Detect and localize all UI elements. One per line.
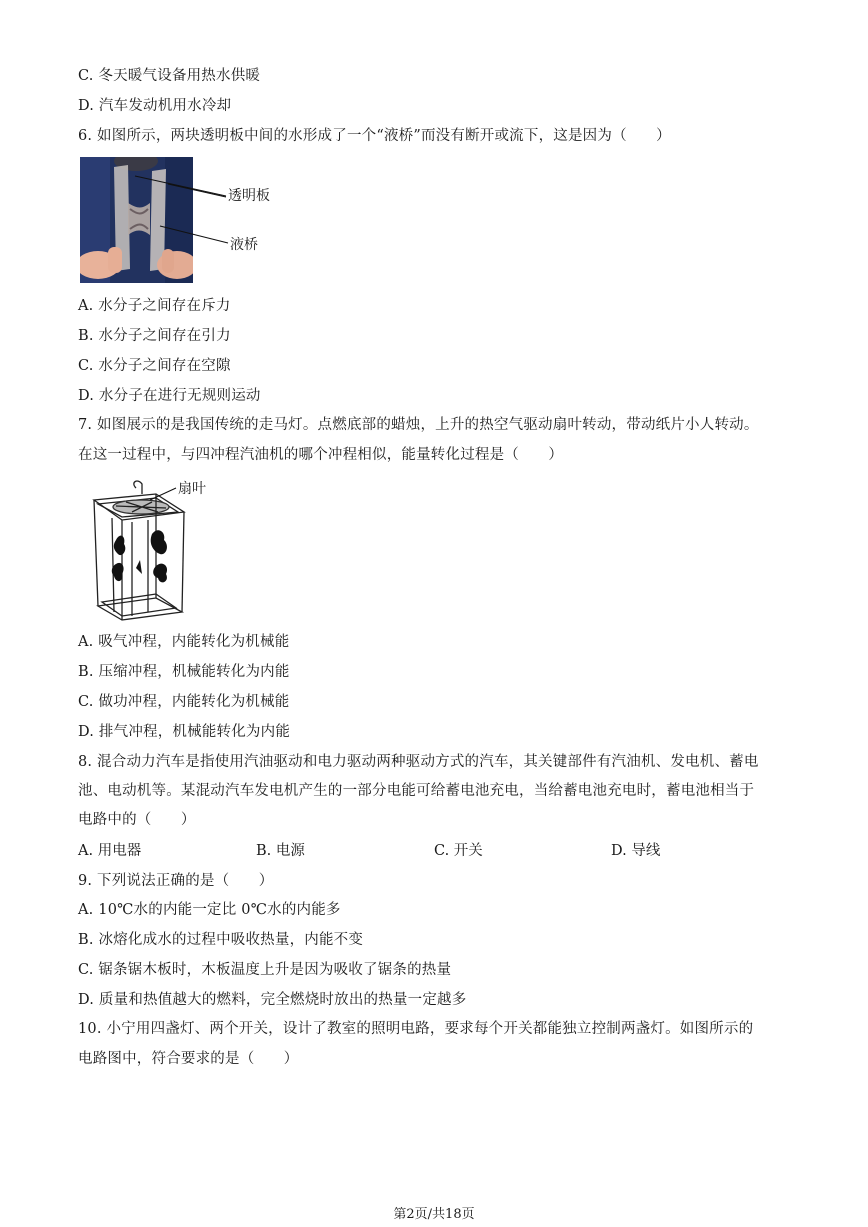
label-transparent-plate: 透明板	[228, 188, 270, 204]
page-number-footer: 第2页/共18页	[393, 1207, 475, 1222]
q8-stem-line2: 池、电动机等。某混动汽车发电机产生的一部分电能可给蓄电池充电，当给蓄电池充电时，蓄电池相当于	[78, 783, 755, 799]
q7-option-b: B. 压缩冲程，机械能转化为内能	[78, 664, 290, 680]
q8-stem-line3: 电路中的（ ）	[78, 812, 196, 828]
q6-option-d: D. 水分子在进行无规则运动	[78, 388, 261, 404]
q7-callout-line	[0, 470, 260, 510]
q10-stem-line1: 10. 小宁用四盏灯、两个开关，设计了教室的照明电路，要求每个开关都能独立控制两盏灯。如图所示的	[78, 1021, 754, 1037]
q9-option-b: B. 冰熔化成水的过程中吸收热量，内能不变	[78, 932, 364, 948]
q5-option-d: D. 汽车发动机用水冷却	[78, 98, 232, 114]
q9-stem: 9. 下列说法正确的是（ ）	[78, 873, 274, 889]
q6-option-c: C. 水分子之间存在空隙	[78, 358, 231, 374]
q9-option-d: D. 质量和热值越大的燃料，完全燃烧时放出的热量一定越多	[78, 992, 467, 1008]
q7-option-c: C. 做功冲程，内能转化为机械能	[78, 694, 290, 710]
label-liquid-bridge: 液桥	[230, 237, 258, 253]
q10-stem-line2: 电路图中，符合要求的是（ ）	[78, 1051, 299, 1067]
q6-option-b: B. 水分子之间存在引力	[78, 328, 231, 344]
q7-stem-line2: 在这一过程中，与四冲程汽油机的哪个冲程相似，能量转化过程是（ ）	[78, 447, 564, 463]
q7-option-d: D. 排气冲程，机械能转化为内能	[78, 724, 291, 740]
q6-stem: 6. 如图所示，两块透明板中间的水形成了一个“液桥”而没有断开或流下，这是因为（ ）	[78, 128, 671, 144]
q6-callout-lines	[0, 0, 868, 300]
q5-option-c: C. 冬天暖气设备用热水供暖	[78, 68, 261, 84]
q9-option-c: C. 锯条锯木板时，木板温度上升是因为吸收了锯条的热量	[78, 962, 452, 978]
q8-option-d: D. 导线	[611, 843, 661, 859]
q6-option-a: A. 水分子之间存在斥力	[78, 298, 231, 314]
label-fan-blade: 扇叶	[178, 481, 206, 497]
q7-option-a: A. 吸气冲程，内能转化为机械能	[78, 634, 290, 650]
q8-option-c: C. 开关	[434, 843, 483, 859]
q7-stem-line1: 7. 如图展示的是我国传统的走马灯。点燃底部的蜡烛，上升的热空气驱动扇叶转动，带动纸片小人转动。	[78, 417, 759, 433]
q8-option-b: B. 电源	[256, 843, 305, 859]
q8-stem-line1: 8. 混合动力汽车是指使用汽油驱动和电力驱动两种驱动方式的汽车，其关键部件有汽油机、发电机、蓄电	[78, 754, 759, 770]
q9-option-a: A. 10℃水的内能一定比 0℃水的内能多	[78, 902, 341, 918]
q8-option-a: A. 用电器	[78, 843, 142, 859]
